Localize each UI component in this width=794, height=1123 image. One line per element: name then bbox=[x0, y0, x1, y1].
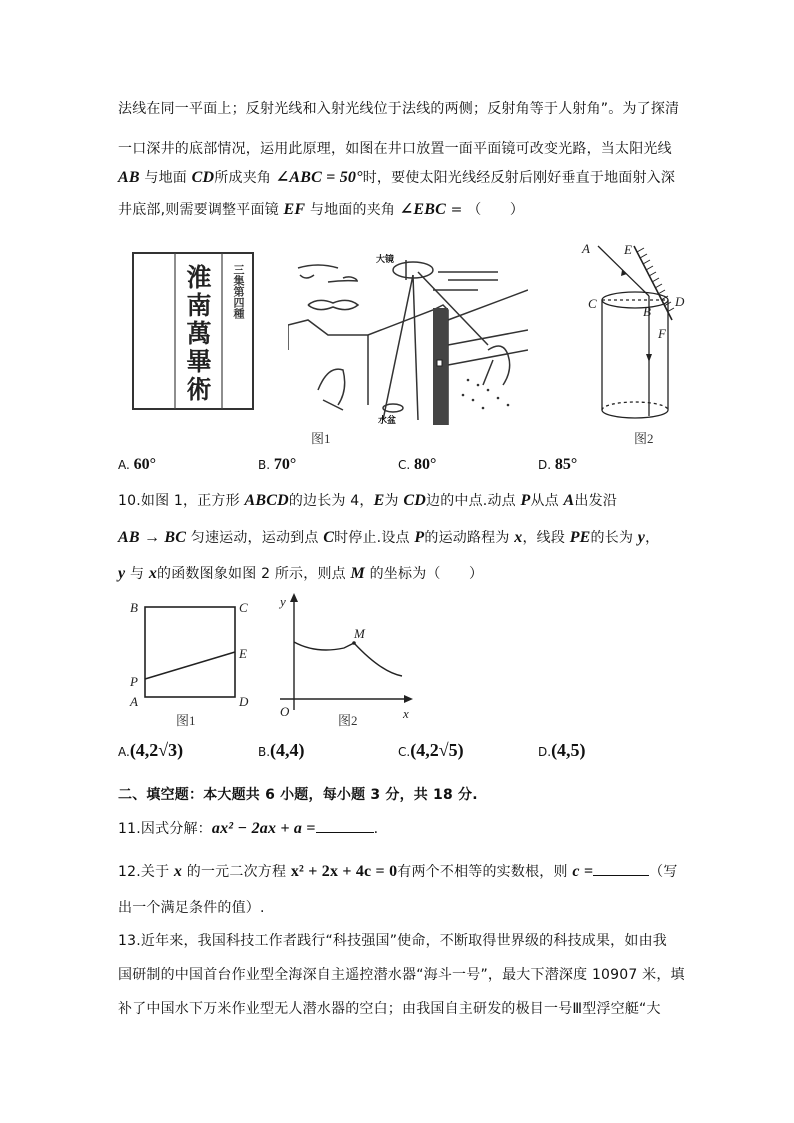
math-CD: CD bbox=[403, 492, 426, 509]
function-graph-diagram bbox=[276, 592, 416, 722]
option-value: (4,4) bbox=[270, 740, 305, 760]
option-value: 80° bbox=[414, 456, 437, 473]
q10-figure-caption-2: 图2 bbox=[338, 713, 358, 728]
well-diagram bbox=[580, 238, 710, 423]
title-char: 萬 bbox=[186, 319, 212, 348]
answer-blank[interactable] bbox=[593, 863, 649, 876]
label-D: D bbox=[239, 694, 249, 709]
label-F: F bbox=[658, 326, 666, 341]
math-path: AB → BC bbox=[118, 529, 187, 546]
text: 的坐标为（ ） bbox=[364, 566, 484, 582]
label-B: B bbox=[130, 600, 138, 615]
text: 时，要使太阳光线经反射后刚好垂直于地面射入深 bbox=[362, 170, 676, 186]
math-AB: AB bbox=[118, 169, 140, 186]
text: （写 bbox=[649, 864, 678, 880]
text: ，线段 bbox=[522, 530, 570, 546]
option-letter: C. bbox=[398, 458, 411, 472]
math-y: y bbox=[637, 529, 646, 546]
math-expression: ax² − 2ax + a = bbox=[211, 820, 316, 837]
q9-line-1: 法线在同一平面上；反射光线和入射光线位于法线的两侧；反射角等于人射角”。为了探清 bbox=[118, 101, 680, 117]
text: 匀速运动，运动到点 bbox=[186, 530, 324, 546]
q9-option-b[interactable] bbox=[258, 456, 296, 474]
math-ABCD: ABCD bbox=[244, 492, 289, 509]
option-value: (4,2√3) bbox=[129, 740, 184, 760]
q10-line-1 bbox=[118, 490, 617, 510]
option-value: (4,5) bbox=[551, 740, 586, 760]
option-letter: D. bbox=[538, 458, 552, 472]
option-value: 60° bbox=[133, 456, 157, 473]
label-E: E bbox=[624, 242, 632, 257]
option-value: 70° bbox=[273, 456, 297, 473]
text: 11.因式分解： bbox=[118, 821, 212, 837]
q10-option-c[interactable] bbox=[398, 740, 464, 761]
option-letter: A. bbox=[118, 458, 130, 472]
text: 时停止.设点 bbox=[334, 530, 415, 546]
figure-caption-2: 图2 bbox=[634, 431, 654, 446]
option-letter: A. bbox=[118, 745, 130, 759]
math-c: c = bbox=[572, 863, 594, 880]
option-value: 85° bbox=[554, 456, 578, 473]
graph-drawing bbox=[276, 592, 416, 722]
label-M: M bbox=[354, 626, 365, 641]
label-A: A bbox=[130, 694, 138, 709]
q10-line-3 bbox=[118, 563, 483, 583]
math-PE: PE bbox=[569, 529, 591, 546]
text: 的函数图象如图 2 所示，则点 bbox=[157, 566, 351, 582]
well-mirror-diagram bbox=[580, 238, 710, 423]
option-value: (4,2√5) bbox=[410, 740, 464, 760]
q9-line-2: 一口深井的底部情况，运用此原理，如图在井口放置一面平面镜可改变光路，当太阳光线 bbox=[118, 141, 672, 157]
q10-option-a[interactable] bbox=[118, 740, 183, 761]
label-A: A bbox=[582, 241, 590, 256]
q13-line-1: 13.近年来，我国科技工作者践行“科技强国”使命，不断取得世界级的科技成果，如由我 bbox=[118, 933, 667, 949]
text: 10.如图 1，正方形 bbox=[118, 493, 245, 509]
math-CD: CD bbox=[191, 169, 215, 186]
text: 为 bbox=[384, 493, 404, 509]
text: 所成夹角 bbox=[214, 170, 276, 186]
option-letter: C. bbox=[398, 745, 411, 759]
q12-line-2: 出一个满足条件的值）. bbox=[118, 900, 265, 916]
text: 有两个不相等的实数根，则 bbox=[397, 864, 573, 880]
math-EF: EF bbox=[283, 201, 306, 218]
q10-option-d[interactable] bbox=[538, 740, 586, 761]
label-B: B bbox=[643, 304, 651, 319]
book-title bbox=[178, 264, 220, 404]
book-cover-illustration bbox=[132, 252, 254, 410]
q9-option-a[interactable] bbox=[118, 456, 156, 474]
label-water-basin: 水盆 bbox=[378, 416, 397, 426]
square-drawing bbox=[128, 596, 258, 721]
q13-line-2: 国研制的中国首台作业型全海深自主遥控潜水器“海斗一号”，最大下潜深度 10907 米，填 bbox=[118, 967, 685, 983]
text: 与地面 bbox=[139, 170, 192, 186]
math-E: E bbox=[373, 492, 385, 509]
text: 的运动路程为 bbox=[424, 530, 515, 546]
text: 的长为 bbox=[590, 530, 638, 546]
math-P: P bbox=[520, 492, 531, 509]
q9-option-d[interactable] bbox=[538, 456, 577, 474]
q10-figure-caption-1: 图1 bbox=[176, 713, 196, 728]
math-angle-ABC: ∠ABC = 50° bbox=[275, 169, 363, 186]
math-x: x bbox=[514, 529, 523, 546]
q9-option-c[interactable] bbox=[398, 456, 436, 474]
q9-line-3 bbox=[118, 167, 675, 187]
text: 从点 bbox=[530, 493, 564, 509]
option-letter: B. bbox=[258, 458, 271, 472]
text: . bbox=[373, 821, 379, 837]
text: 与 bbox=[125, 566, 149, 582]
math-M: M bbox=[350, 565, 365, 582]
label-P: P bbox=[130, 674, 138, 689]
math-equation: x² + 2x + 4c = 0 bbox=[290, 863, 398, 880]
square-abcd-diagram bbox=[128, 596, 258, 721]
math-x: x bbox=[173, 863, 183, 880]
section-heading-fill-in: 二、填空题：本大题共 6 小题，每小题 3 分，共 18 分. bbox=[118, 787, 478, 803]
text: 的边长为 4， bbox=[288, 493, 374, 509]
math-C: C bbox=[323, 529, 335, 546]
math-A: A bbox=[563, 492, 575, 509]
math-angle-EBC: ∠EBC bbox=[399, 201, 446, 218]
book-subtitle: 三集第四種 bbox=[232, 264, 245, 319]
title-char: 南 bbox=[186, 291, 212, 320]
q10-option-b[interactable] bbox=[258, 740, 305, 761]
q11-line bbox=[118, 818, 378, 838]
label-y-axis: y bbox=[280, 594, 286, 609]
woodcut-scene-illustration bbox=[288, 250, 528, 425]
text: 的一元二次方程 bbox=[182, 864, 291, 880]
figure-caption-1: 图1 bbox=[311, 431, 331, 446]
title-char: 畢 bbox=[186, 347, 212, 376]
text: 12.关于 bbox=[118, 864, 174, 880]
math-x: x bbox=[148, 565, 158, 582]
q9-line-4 bbox=[118, 199, 524, 219]
label-C: C bbox=[239, 600, 248, 615]
label-E: E bbox=[239, 646, 247, 661]
text: ， bbox=[645, 530, 660, 546]
option-letter: D. bbox=[538, 745, 552, 759]
answer-blank[interactable] bbox=[316, 820, 374, 833]
text: 边的中点.动点 bbox=[426, 493, 521, 509]
title-char: 術 bbox=[186, 375, 212, 404]
title-char: 淮 bbox=[186, 263, 212, 292]
q13-line-3: 补了中国水下万米作业型无人潜水器的空白；由我国自主研发的极目一号Ⅲ型浮空艇“大 bbox=[118, 1001, 661, 1017]
option-letter: B. bbox=[258, 745, 271, 759]
label-C: C bbox=[588, 296, 597, 311]
label-x-axis: x bbox=[403, 706, 409, 721]
q10-line-2 bbox=[118, 527, 659, 547]
text: 井底部,则需要调整平面镜 bbox=[118, 202, 284, 218]
math-y: y bbox=[118, 565, 126, 582]
text: 与地面的夹角 bbox=[305, 202, 400, 218]
scene-drawing bbox=[288, 250, 528, 425]
label-D: D bbox=[675, 294, 685, 309]
math-P: P bbox=[414, 529, 425, 546]
label-origin: O bbox=[280, 704, 290, 719]
text: = （ ） bbox=[445, 202, 525, 218]
label-big-mirror: 大镜 bbox=[376, 255, 395, 265]
q12-line-1 bbox=[118, 861, 678, 881]
text: 出发沿 bbox=[574, 493, 618, 509]
